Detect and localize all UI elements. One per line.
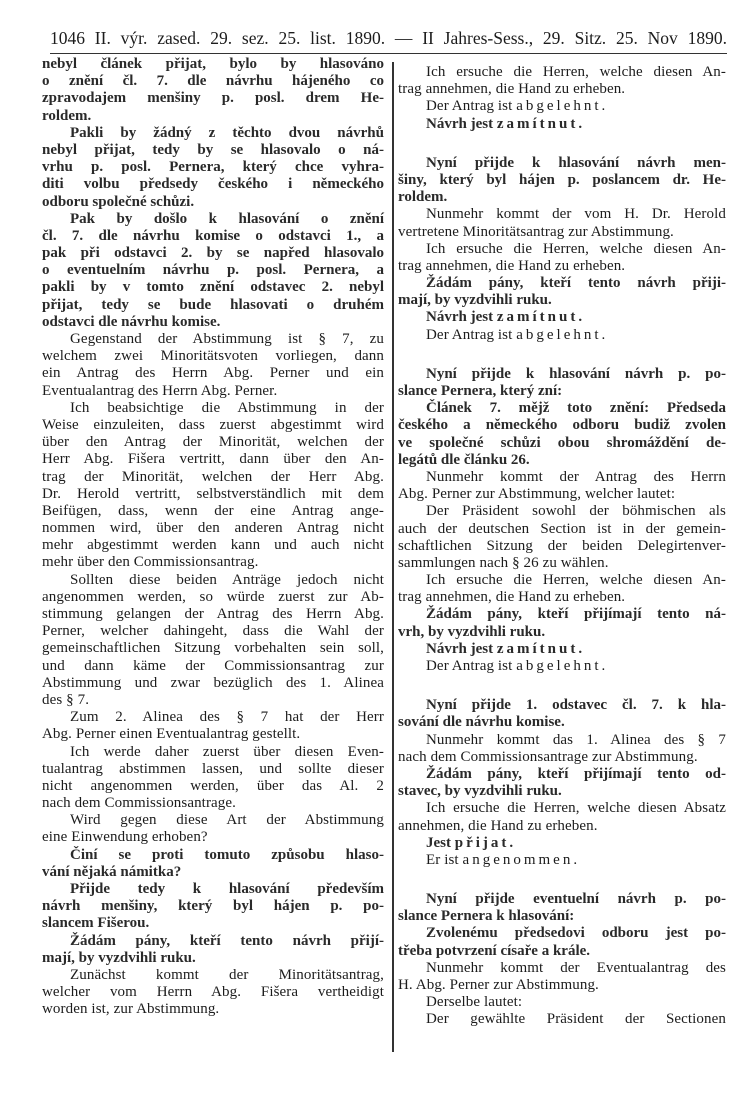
text-line: nach dem Commissionsantrage zur Abstimmung. (398, 748, 698, 765)
text-line: nicht angenommen werden, über das Al. 2 (42, 777, 384, 794)
czech-paragraph (398, 366, 726, 400)
text-line: o eventuelním návrhu p. posl. Pernera, a (42, 262, 384, 279)
text-line: annehmen, die Hand zu erheben. (398, 817, 598, 834)
spaced-emphasis: abgelehnt. (516, 658, 609, 674)
german-paragraph (398, 469, 726, 503)
czech-paragraph (398, 400, 726, 469)
text-line: auch der deutschen Section ist in der gemein- (398, 520, 726, 537)
text-segment: Der Antrag ist (426, 98, 517, 115)
text-line: Abg. Perner einen Eventualantrag gestellt. (42, 726, 301, 743)
text-line: Wird gegen diese Art der Abstimmung (70, 812, 384, 829)
text-line (398, 116, 726, 133)
text-line: roldem. (42, 107, 92, 124)
text-line: Přijde tedy k hlasování především (70, 881, 384, 897)
czech-paragraph (42, 56, 384, 125)
spaced-emphasis: abgelehnt. (516, 98, 609, 115)
text-line: Nyní přijde 1. odstavec čl. 7. k hla- (426, 697, 726, 714)
czech-paragraph (398, 835, 726, 852)
czech-paragraph (398, 766, 726, 800)
text-line: Zvolenému předsedovi odboru jest po- (426, 925, 726, 942)
left-column (42, 56, 384, 1019)
czech-paragraph (398, 925, 726, 959)
german-paragraph (42, 572, 384, 710)
text-line: Der Präsident sowohl der böhmischen als (426, 503, 726, 520)
text-line: Weise einzuleiten, dass zuerst abgestimmt wird (42, 416, 384, 433)
text-line: odboru společné schůzi. (42, 193, 195, 210)
text-line: Pak by došlo k hlasování o znění (70, 210, 384, 227)
text-line: Pakli by žádný z těchto dvou návrhů (70, 124, 384, 141)
text-line: Žádám pány, kteří přijímají tento ná- (426, 606, 726, 623)
text-line: českého a německého odboru budiž zvolen (398, 417, 726, 434)
text-line: Derselbe lautet: (426, 994, 523, 1011)
german-paragraph (398, 206, 726, 240)
text-segment: Der Antrag ist (426, 658, 517, 674)
text-line: slance Pernera k hlasování: (398, 908, 575, 925)
text-line: Ich werde daher zuerst über diesen Even- (70, 743, 384, 760)
german-paragraph (42, 812, 384, 846)
german-paragraph (398, 800, 726, 834)
text-line: Ich beabsichtige die Abstimmung in der (70, 399, 384, 416)
german-paragraph (398, 241, 726, 275)
german-paragraph (42, 709, 384, 743)
text-line: vrh, by vyzdvihli ruku. (398, 623, 546, 640)
text-line: Zum 2. Alinea des § 7 hat der Herr (70, 709, 384, 726)
text-line: Sollten diese beiden Anträge jedoch nicht (70, 571, 384, 588)
text-line: pak při odstavci 2. by se napřed hlasovalo (42, 245, 384, 262)
text-line: welcher vom Herrn Abg. Fišera vertheidigt (42, 984, 384, 1001)
text-segment: Návrh jest (426, 115, 497, 132)
text-line: Dr. Herold vertritt, selbstverständlich mit dem (42, 485, 384, 502)
czech-paragraph (398, 116, 726, 133)
text-line: sammlungen nach § 26 zu wählen. (398, 554, 609, 571)
german-paragraph (398, 994, 726, 1011)
text-line: Žádám pány, kteří tento návrh přijí- (70, 932, 384, 949)
text-line: Zunächst kommt der Minoritätsantrag, (70, 966, 384, 983)
text-line (398, 658, 726, 675)
german-paragraph (398, 503, 726, 572)
czech-paragraph (398, 606, 726, 640)
spaced-emphasis: zamítnut. (496, 640, 586, 657)
text-line: čl. 7. dle návrhu komise o odstavci 1., a (42, 227, 384, 244)
german-paragraph (398, 327, 726, 344)
text-line: Gegenstand der Abstimmung ist § 7, zu (70, 331, 384, 347)
text-line: Ich ersuche die Herren, welche diesen Absatz (426, 800, 726, 817)
text-line: o znění čl. 7. dle návrhu hájeného co (42, 73, 384, 90)
paragraph-gap (398, 344, 726, 366)
text-line: vrhu p. posl. Pernera, který chce vyhra- (42, 159, 384, 176)
text-line: Beifügen, dass, wenn der eine Antrag ange- (42, 502, 384, 519)
text-line: mají, by vyzdvihli ruku. (42, 949, 196, 966)
text-line: sování dle návrhu komise. (398, 714, 565, 731)
text-line: návrh menšiny, který byl hájen p. po- (42, 898, 384, 915)
czech-paragraph (42, 881, 384, 933)
text-line (398, 98, 726, 115)
text-line: mehr abgestimmt werden kann und auch nicht (42, 537, 384, 554)
text-line: nebyl článek přijat, bylo by hlasováno (42, 56, 384, 72)
right-column (398, 56, 726, 1029)
paragraph-gap (398, 133, 726, 155)
german-paragraph (398, 1011, 726, 1028)
czech-paragraph (398, 891, 726, 925)
text-line: Nunmehr kommt der Eventualantrag des (426, 959, 726, 976)
text-line: roldem. (398, 189, 448, 206)
text-line: Perner, welcher dahingeht, dass die Wahl der (42, 623, 384, 640)
text-line (398, 852, 726, 869)
text-line: slancem Fišerou. (42, 915, 150, 932)
text-line (398, 835, 726, 852)
spaced-emphasis: abgelehnt. (516, 326, 609, 343)
spaced-emphasis: angenommen. (462, 851, 581, 868)
text-line: Nyní přijde k hlasování návrh p. po- (426, 365, 726, 382)
text-line: Žádám pány, kteří přijímají tento od- (426, 765, 726, 782)
text-line: Žádám pány, kteří tento návrh přiji- (426, 275, 726, 292)
text-line: Nunmehr kommt das 1. Alinea des § 7 (426, 731, 726, 748)
text-line: eine Einwendung erhoben? (42, 829, 208, 846)
text-line: mají, by vyzdvihli ruku. (398, 292, 552, 309)
german-paragraph (398, 852, 726, 869)
german-paragraph (398, 658, 726, 675)
text-line: trag der Minorität, welchen der Herr Abg. (42, 468, 384, 485)
text-line: und dann käme der Commissionsantrag zur (42, 657, 384, 674)
text-line: zpravodajem menšiny p. posl. drem He- (42, 90, 384, 107)
text-line: legátů dle článku 26. (398, 451, 530, 468)
german-paragraph (398, 732, 726, 766)
text-line: des § 7. (42, 691, 90, 708)
text-line: diti volbu předsedy českého i německého (42, 176, 384, 193)
text-line: stimmung gelangen der Antrag des Herrn Abg. (42, 606, 384, 622)
text-line: angenommen werden, so würde zuerst zur Ab- (42, 588, 384, 605)
text-line: přijat, tedy se bude hlasovati o druhém (42, 296, 384, 313)
text-line: slance Pernera, který zní: (398, 383, 563, 399)
text-line: vání nějaká námitka? (42, 863, 182, 880)
text-line: Nyní přijde eventuelní návrh p. po- (426, 891, 726, 908)
spaced-emphasis: zamítnut. (496, 309, 586, 326)
text-segment: Der Antrag ist (426, 326, 517, 343)
text-line: Abg. Perner zur Abstimmung, welcher lautet: (398, 486, 676, 503)
text-segment: Návrh jest (426, 309, 497, 326)
czech-paragraph (398, 155, 726, 207)
text-line: worden ist, zur Abstimmung. (42, 1001, 220, 1018)
text-line: třeba potvrzení císaře a krále. (398, 942, 591, 959)
text-line: trag annehmen, die Hand zu erheben. (398, 81, 626, 98)
text-line: odstavci dle návrhu komise. (42, 313, 221, 330)
czech-paragraph (42, 847, 384, 881)
text-line: Ich ersuche die Herren, welche diesen An- (426, 572, 726, 589)
text-line: Článek 7. mějž toto znění: Předseda (426, 400, 726, 417)
text-line: pakli by v tomto znění odstavec 2. nebyl (42, 279, 384, 296)
german-paragraph (42, 744, 384, 813)
text-line: nommen wird, über den anderen Antrag nicht (42, 520, 384, 537)
text-line (398, 327, 726, 344)
page-header: 1046 II. výr. zased. 29. sez. 25. list. 1890. — II Jahres-Sess., 29. Sitz. 25. Nov 1890. (50, 28, 727, 54)
text-line: tualantrag abstimmen lassen, und sollte dieser (42, 760, 384, 777)
text-line: ein Antrag des Herrn Abg. Perner und ein (42, 365, 384, 382)
text-line (398, 309, 726, 326)
text-line: Herr Abg. Fišera vertritt, dann über den An- (42, 451, 384, 468)
text-line: über den Antrag der Minorität, welchen der (42, 434, 384, 451)
text-line: ve společné schůzi obou shromáždění de- (398, 434, 726, 451)
text-line: Ich ersuche die Herren, welche diesen An- (426, 64, 726, 80)
spaced-emphasis: přijat. (454, 834, 517, 851)
czech-paragraph (42, 211, 384, 331)
text-line: welchem zwei Minoritätsvoten vorliegen, dann (42, 348, 384, 365)
german-paragraph (42, 967, 384, 1019)
german-paragraph (42, 331, 384, 400)
german-paragraph (42, 400, 384, 572)
text-line: Eventualantrag des Herrn Abg. Perner. (42, 382, 278, 399)
german-paragraph (398, 64, 726, 98)
text-line: šiny, který byl hájen p. poslancem dr. He- (398, 171, 726, 188)
czech-paragraph (42, 933, 384, 967)
text-line: Nyní přijde k hlasování návrh men- (426, 154, 726, 171)
paragraph-gap (398, 675, 726, 697)
text-line: vertretene Minoritätsantrag zur Abstimmung. (398, 223, 674, 240)
text-line: nebyl přijat, tedy by se hlasovalo o ná- (42, 141, 384, 158)
text-line: Nunmehr kommt der vom H. Dr. Herold (426, 206, 726, 223)
czech-paragraph (398, 309, 726, 326)
czech-paragraph (398, 697, 726, 731)
text-line (398, 641, 726, 658)
german-paragraph (398, 572, 726, 606)
czech-paragraph (42, 125, 384, 211)
text-line: trag annehmen, die Hand zu erheben. (398, 257, 626, 274)
text-line: Nunmehr kommt der Antrag des Herrn (426, 468, 726, 485)
text-segment: Jest (426, 834, 455, 851)
german-paragraph (398, 98, 726, 115)
text-line: schaftlichen Sitzung der beiden Delegirtenver- (398, 537, 726, 554)
text-segment: Návrh jest (426, 640, 497, 657)
text-line: H. Abg. Perner zur Abstimmung. (398, 977, 599, 993)
text-line: trag annehmen, die Hand zu erheben. (398, 589, 626, 606)
text-line: Ich ersuche die Herren, welche diesen An- (426, 240, 726, 257)
text-line: Der gewählte Präsident der Sectionen (426, 1011, 726, 1028)
text-line: stavec, by vyzdvihli ruku. (398, 783, 562, 800)
spaced-emphasis: zamítnut. (496, 115, 586, 132)
text-line: Činí se proti tomuto způsobu hlaso- (70, 846, 384, 863)
text-line: Abstimmung und zwar bezüglich des 1. Alinea (42, 674, 384, 691)
text-line: nach dem Commissionsantrage. (42, 795, 237, 812)
text-segment: Er ist (426, 851, 463, 868)
text-line: gemeinschaftlichen Sitzung vorbehalten sein soll, (42, 640, 384, 657)
text-line: mehr über den Commissionsantrag. (42, 554, 259, 571)
column-divider (392, 62, 394, 1052)
german-paragraph (398, 960, 726, 994)
paragraph-gap (398, 869, 726, 891)
czech-paragraph (398, 641, 726, 658)
czech-paragraph (398, 275, 726, 309)
